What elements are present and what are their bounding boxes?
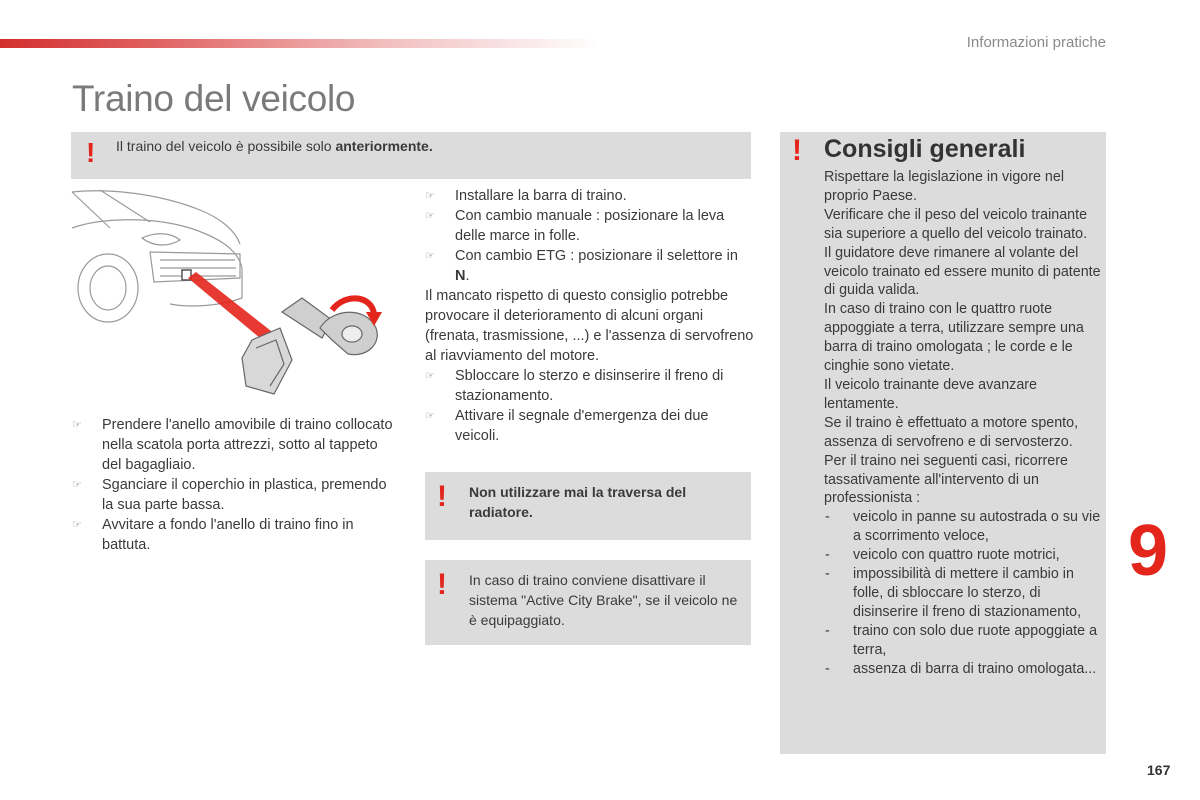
car-wheel (78, 254, 138, 322)
advice-paragraph: Per il traino nei seguenti casi, ricorrere tassativamente all'intervento di un professionista : (824, 452, 1068, 507)
left-steps-list (72, 415, 397, 555)
list-item: - veicolo in panne su autostrada o su vie a scorrimento veloce, (825, 509, 1101, 545)
hand-icon: ☞ (425, 210, 435, 222)
towing-eye-illustration (70, 188, 400, 398)
list-item: ☞ Prendere l'anello amovibile di traino collocato nella scatola porta attrezzi, sotto al tappeto del bagagliaio. (72, 417, 393, 473)
top-warning-emphasis: anteriormente. (335, 138, 433, 154)
advice-paragraph: Il veicolo trainante deve avanzare lentamente. (824, 376, 1037, 412)
top-warning-text (116, 136, 433, 156)
list-item: ☞ Installare la barra di traino. (425, 188, 627, 204)
general-advice-title: Consigli generali (824, 135, 1026, 163)
car-windscreen-outline (72, 190, 150, 228)
top-warning-label: Il traino del veicolo è possibile solo (116, 138, 336, 154)
middle-steps-list-b (425, 366, 755, 446)
list-item: ☞ Con cambio manuale : posizionare la leva delle marce in folle. (425, 208, 725, 244)
list-item: - veicolo con quattro ruote motrici, (825, 547, 1060, 564)
car-wheel-inner (90, 266, 126, 310)
header-stripe (0, 39, 600, 48)
car-bonnet-outline (72, 191, 240, 244)
advice-paragraph: Il guidatore deve rimanere al volante del veicolo trainato ed essere munito di patente di guida valida. (824, 244, 1101, 299)
list-item: ☞ Avvitare a fondo l'anello di traino fino in battuta. (72, 517, 354, 553)
hand-icon: ☞ (72, 419, 82, 431)
list-item: ☞ Sganciare il coperchio in plastica, premendo la sua parte bassa. (72, 477, 387, 513)
list-item: ☞ Attivare il segnale d'emergenza dei due veicoli. (425, 408, 709, 444)
general-advice-body (824, 168, 1104, 678)
rotation-arrow (332, 298, 374, 314)
chapter-number: 9 (1128, 511, 1169, 591)
list-item: - impossibilità di mettere il cambio in folle, di sbloccare lo sterzo, di disinserire il freno di stazionamento, (825, 566, 1082, 620)
list-item: - assenza di barra di traino omologata... (825, 660, 1097, 677)
hand-icon: ☞ (425, 410, 435, 422)
hand-icon: ☞ (72, 519, 82, 531)
hand-icon: ☞ (425, 190, 435, 202)
general-advice-panel (780, 132, 1106, 754)
list-item: ☞ Con cambio ETG : posizionare il selettore in N. (425, 248, 738, 284)
warning-icon: ! (86, 137, 96, 168)
towing-eye-part (282, 298, 377, 355)
middle-column (425, 186, 755, 446)
advice-paragraph: In caso di traino con le quattro ruote appoggiate a terra, utilizzare sempre una barra di traino omologata ; le corde e le cinghie sono vietate. (824, 301, 1084, 375)
warning-icon: ! (792, 134, 802, 167)
cover-part (242, 328, 292, 394)
section-header: Informazioni pratiche (966, 34, 1106, 51)
car-lamp (142, 234, 180, 245)
list-item: ☞ Sbloccare lo sterzo e disinserire il freno di stazionamento. (425, 368, 724, 404)
warning-icon: ! (437, 480, 447, 513)
warning-icon: ! (437, 568, 447, 601)
advice-paragraph: Verificare che il peso del veicolo trainante sia superiore a quello del veicolo trainato. (824, 206, 1088, 242)
hand-icon: ☞ (72, 479, 82, 491)
hand-icon: ☞ (425, 370, 435, 382)
middle-steps-list-a (425, 186, 755, 286)
hand-icon: ☞ (425, 250, 435, 262)
advice-paragraph: Rispettare la legislazione in vigore nel proprio Paese. (824, 169, 1065, 204)
acb-warning-text: In caso di traino conviene disattivare il sistema "Active City Brake", se il veicolo ne è equipaggiato. (469, 572, 738, 628)
advice-paragraph: Se il traino è effettuato a motore spento, assenza di servofreno e di servosterzo. (824, 414, 1079, 450)
middle-paragraph: Il mancato rispetto di questo consiglio potrebbe provocare il deterioramento di alcuni organi (frenata, trasmissione, ...) e l'assenza di servofreno al riavviamento del motore. (425, 288, 754, 364)
page-number: 167 (1147, 762, 1171, 778)
list-item: - traino con solo due ruote appoggiate a terra, (825, 622, 1098, 658)
radiator-warning-text: Non utilizzare mai la traversa del radiatore. (469, 484, 687, 520)
page-title: Traino del veicolo (72, 78, 356, 119)
